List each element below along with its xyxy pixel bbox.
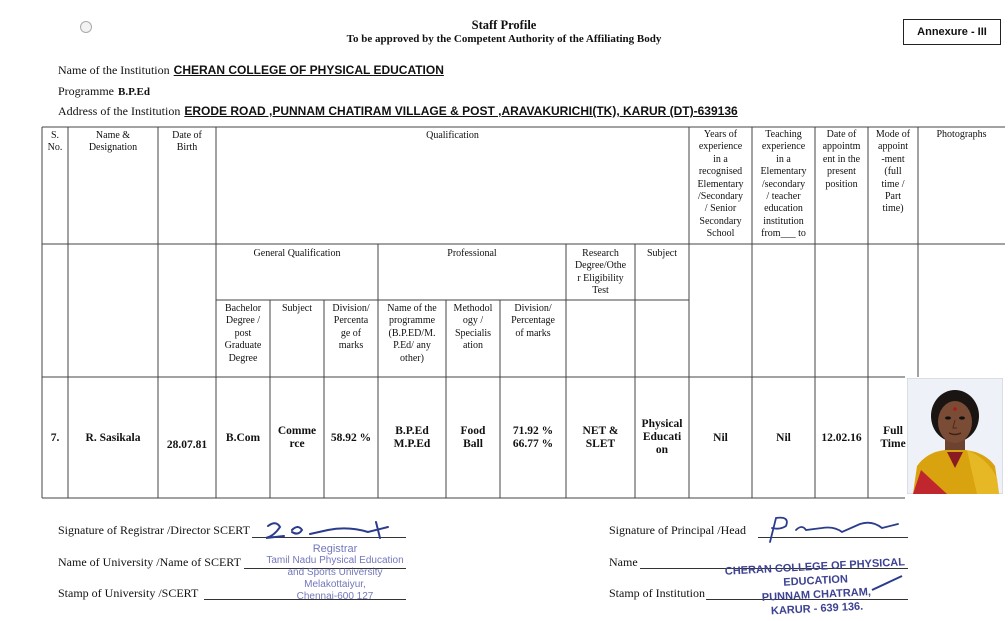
header-professional: Professional	[447, 248, 497, 259]
institution-stamp: CHERAN COLLEGE OF PHYSICAL EDUCATION PUNNAM CHATRAM, KARUR - 639 136.	[724, 556, 906, 618]
principal-name-label: Name	[609, 555, 638, 569]
stamp-tick-mark	[868, 572, 908, 594]
row-experience: Nil	[713, 432, 728, 444]
programme-row	[58, 82, 150, 100]
header-mode-appointment: Mode of appoint -ment (full time / Part time)	[875, 129, 911, 215]
university-name-label: Name of University /Name of SCERT	[58, 555, 241, 569]
row-division: 58.92 %	[330, 432, 372, 444]
header-research-degree: Research Degree/Othe r Eligibility Test	[574, 248, 627, 297]
university-stamp-label: Stamp of University /SCERT	[58, 586, 199, 600]
row-programme: B.P.Ed M.P.Ed	[393, 425, 431, 450]
header-photographs: Photographs	[936, 129, 987, 140]
institution-stamp-label: Stamp of Institution	[609, 586, 705, 600]
address-label: Address of the Institution	[58, 104, 181, 118]
programme-value: B.P.Ed	[118, 86, 151, 98]
annexure-label: Annexure - III	[903, 19, 1001, 45]
header-teaching-experience: Teaching experience in a Elementary /secondary / teacher education institution from___ to	[760, 129, 807, 240]
row-degree: B.Com	[225, 432, 261, 444]
row-name: R. Sasikala	[85, 432, 141, 444]
row-teaching: Nil	[776, 432, 791, 444]
row-professional-division: 71.92 % 66.77 %	[512, 425, 554, 450]
header-date-of-birth: Date of Birth	[172, 130, 202, 154]
institution-address: ERODE ROAD ,PUNNAM CHATIRAM VILLAGE & POST ,ARAVAKURICHI(TK), KARUR (DT)-639136	[184, 104, 738, 118]
page-subtitle: To be approved by the Competent Authority of the Affiliating Body	[346, 33, 662, 45]
programme-label: Programme	[58, 84, 114, 98]
address-row	[58, 102, 738, 120]
header-general-division: Division/ Percenta ge of marks	[332, 303, 370, 352]
header-years-experience: Years of experience in a recognised Elementary /Secondary / Senior Secondary School	[697, 129, 744, 240]
header-programme-name: Name of the programme (B.P.ED/M. P.Ed/ any other)	[387, 303, 437, 364]
university-stamp: Registrar Tamil Nadu Physical Education and Sports University Melakottaiyur, Chennai-600 127	[266, 543, 404, 602]
principal-signature	[762, 512, 912, 546]
institution-name: CHERAN COLLEGE OF PHYSICAL EDUCATION	[173, 63, 444, 77]
header-methodology: Methodol ogy / Specialis ation	[453, 303, 493, 352]
page-title: Staff Profile	[471, 18, 537, 32]
header-bachelor-degree: Bachelor Degree / post Graduate Degree	[224, 303, 262, 364]
institution-name-row	[58, 61, 444, 79]
registrar-signature	[258, 518, 408, 542]
institution-name-label: Name of the Institution	[58, 63, 170, 77]
registrar-signature-label: Signature of Registrar /Director SCERT	[58, 523, 250, 537]
header-general-subject: Subject	[282, 303, 312, 314]
header-professional-division: Division/ Percentage of marks	[511, 303, 555, 339]
principal-signature-label: Signature of Principal /Head	[609, 523, 746, 537]
row-subject: Comme rce	[277, 425, 317, 450]
header-name-designation: Name & Designation	[88, 130, 138, 154]
header-qualification: Qualification	[426, 130, 479, 141]
header-sno: S. No.	[47, 130, 63, 154]
row-sno: 7.	[50, 432, 60, 444]
row-research: NET & SLET	[582, 425, 619, 450]
row-appointment: 12.02.16	[821, 432, 862, 444]
row-dob: 28.07.81	[166, 439, 208, 451]
header-date-appointment: Date of appointm ent in the present position	[822, 129, 861, 190]
header-research-subject: Subject	[647, 248, 677, 259]
row-research-subject: Physical Educati on	[641, 418, 683, 456]
row-mode: Full Time	[880, 425, 906, 450]
staff-photograph	[907, 378, 1003, 494]
header-general-qualification: General Qualification	[253, 248, 341, 259]
row-methodology: Food Ball	[460, 425, 486, 450]
